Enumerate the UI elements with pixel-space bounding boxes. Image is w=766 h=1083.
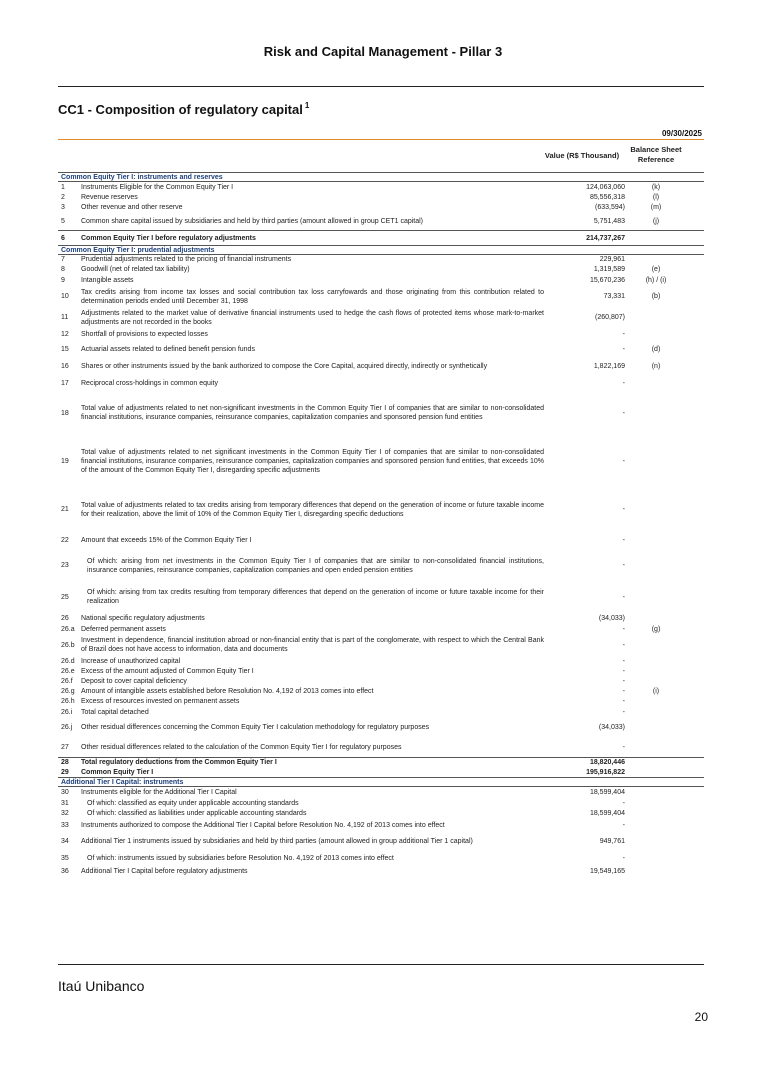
row-number: 26.b (61, 641, 75, 649)
row-value: 1,319,589 (593, 265, 625, 273)
row-description: Intangible assets (81, 276, 134, 284)
row-value: 85,556,318 (589, 193, 625, 201)
table-row (58, 624, 704, 634)
row-description: Adjustments related to the market value of derivative financial instruments used to hedge the cash flows of protected items whose mark-to-market adjustments are not recorded in the books (81, 309, 544, 326)
row-value: - (622, 821, 625, 829)
table-row (58, 686, 704, 696)
row-reference: (e) (651, 265, 661, 273)
row-description: Deferred permanent assets (81, 625, 166, 633)
table-row (58, 230, 704, 245)
footer-brand: Itaú Unibanco (58, 978, 145, 994)
row-value: 73,331 (603, 293, 625, 300)
row-description: Common share capital issued by subsidiaries and held by third parties (amount allowed in group CET1 capital) (81, 218, 424, 225)
table-top-rule (58, 139, 704, 140)
row-number: 7 (61, 256, 65, 263)
row-value: 18,820,446 (589, 759, 625, 766)
row-reference: (b) (651, 293, 661, 300)
row-description: Other revenue and other reserve (81, 204, 183, 211)
row-value: (34,033) (598, 615, 625, 622)
row-value: 5,751,483 (593, 218, 625, 225)
row-number: 9 (61, 276, 65, 284)
row-value: 15,670,236 (589, 276, 625, 284)
table-row (58, 358, 704, 375)
table-row (58, 488, 704, 531)
table-row (58, 757, 704, 767)
column-header-reference: Balance Sheet Reference (630, 145, 682, 164)
row-reference: (d) (651, 346, 661, 353)
row-number: 26.j (61, 724, 73, 731)
row-value: 195,916,822 (586, 768, 625, 776)
row-description: Common Equity Tier I before regulatory adjustments (81, 234, 256, 242)
row-number: 26.d (61, 657, 75, 665)
row-number: 15 (61, 346, 69, 353)
row-description: Total value of adjustments related to net significant investments in the Common Equity Tier I of companies that are similar to non-consolidated financial institutions, insurance companies, reinsurance companies, capitalization companies and sponsored pension fund entities, that exceeds 10% of the amount of the Common Equity Tier I, disregarding specific adjustments (81, 448, 544, 474)
row-description: Common Equity Tier I (81, 768, 154, 776)
row-value: (260,807) (595, 314, 625, 321)
row-reference: (j) (652, 218, 660, 225)
row-description: Amount of intangible assets established before Resolution No. 4,192 of 2013 comes into effect (81, 687, 374, 695)
row-number: 1 (61, 183, 65, 191)
row-number: 5 (61, 218, 65, 225)
row-value: 18,599,404 (589, 810, 625, 817)
row-description: Of which: instruments issued by subsidiaries before Resolution No. 4,192 of 2013 comes into effect (87, 855, 394, 862)
table-group-header: Common Equity Tier I: instruments and reserves (58, 172, 704, 182)
row-value: - (622, 799, 625, 807)
row-value: - (622, 855, 625, 862)
row-number: 28 (61, 759, 69, 766)
table-row (58, 819, 704, 831)
table-row (58, 307, 704, 328)
row-number: 33 (61, 821, 69, 829)
row-number: 18 (61, 409, 69, 417)
table-row (58, 787, 704, 798)
row-reference: (i) (652, 687, 660, 695)
row-value: - (622, 708, 625, 716)
row-description: Of which: arising from net investments in the Common Equity Tier I of companies that are similar to non-consolidated financial institutions, insurance companies, reinsurance companies, capitalization companies and open ended pension entities (87, 557, 544, 574)
table-row (58, 581, 704, 613)
table-row (58, 666, 704, 676)
table-row (58, 202, 704, 213)
row-description: Additional Tier 1 instruments issued by subsidiaries and held by third parties (amount allowed in group additional Tier 1 capital) (81, 837, 473, 845)
row-value: - (622, 744, 625, 751)
row-description: Other residual differences concerning the Common Equity Tier I calculation methodology for regulatory purposes (81, 724, 430, 731)
column-header-value: Value (R$ Thousand) (544, 151, 620, 160)
row-value: - (622, 380, 625, 387)
row-value: - (622, 677, 625, 685)
row-value: - (622, 346, 625, 353)
row-description: Revenue reserves (81, 193, 138, 201)
row-number: 26.f (61, 677, 73, 685)
row-description: National specific regulatory adjustments (81, 615, 205, 622)
row-description: Goodwill (net of related tax liability) (81, 265, 190, 273)
reference-date: 09/30/2025 (661, 129, 702, 138)
row-number: 3 (61, 204, 65, 211)
row-value: - (622, 687, 625, 695)
row-number: 23 (61, 562, 69, 569)
row-description: Total value of adjustments related to tax credits arising from temporary differences that depend on the generation of income or future taxable income for their realization, above the limit of 10% of the Common Equity Tier I, disregarding specific deductions (81, 501, 544, 518)
row-description: Instruments Eligible for the Common Equity Tier I (81, 183, 234, 191)
table-row (58, 767, 704, 777)
row-description: Deposit to cover capital deficiency (81, 677, 187, 685)
table-row (58, 676, 704, 686)
page-header-title: Risk and Capital Management - Pillar 3 (263, 44, 503, 59)
row-number: 2 (61, 193, 65, 201)
row-number: 32 (61, 810, 69, 817)
row-description: Amount that exceeds 15% of the Common Equity Tier I (81, 537, 252, 544)
row-number: 16 (61, 363, 69, 370)
table-row (58, 264, 704, 274)
table-group-header: Additional Tier I Capital: instruments (58, 777, 704, 787)
row-description: Total capital detached (81, 708, 149, 716)
row-number: 31 (61, 799, 69, 807)
row-reference: (g) (651, 625, 661, 633)
row-description: Actuarial assets related to defined benefit pension funds (81, 346, 255, 353)
table-row (58, 255, 704, 264)
row-description: Total regulatory deductions from the Common Equity Tier I (81, 759, 277, 766)
row-description: Tax credits arising from income tax losses and social contribution tax loss carryfowards and those originating from this contribution related to determination periods ended until December 31, 1998 (81, 288, 544, 305)
row-description: Prudential adjustments related to the pricing of financial instruments (81, 256, 292, 263)
table-row (58, 182, 704, 192)
row-description: Of which: classified as equity under applicable accounting standards (87, 799, 299, 807)
row-description: Additional Tier I Capital before regulatory adjustments (81, 868, 248, 875)
row-number: 29 (61, 768, 69, 776)
row-number: 8 (61, 265, 65, 273)
row-description: Of which: classified as liabilities under applicable accounting standards (87, 810, 307, 817)
row-value: - (622, 641, 625, 649)
row-description: Instruments eligible for the Additional Tier I Capital (81, 789, 237, 796)
row-value: 949,761 (599, 837, 625, 845)
row-reference: (m) (650, 204, 662, 211)
row-description: Increase of unauthorized capital (81, 657, 181, 665)
table-row (58, 798, 704, 808)
row-number: 19 (61, 457, 69, 465)
row-value: - (622, 562, 625, 569)
row-value: (633,594) (595, 204, 625, 211)
row-value: - (622, 657, 625, 665)
row-value: 19,549,165 (589, 868, 625, 875)
table-row (58, 392, 704, 434)
header-divider (58, 86, 704, 87)
table-row (58, 213, 704, 230)
row-value: - (622, 409, 625, 417)
table-row (58, 831, 704, 851)
table-row (58, 866, 704, 877)
row-description: Other residual differences related to the calculation of the Common Equity Tier I for regulatory purposes (81, 744, 402, 751)
row-number: 21 (61, 506, 69, 513)
footnote-marker: 1 (304, 101, 310, 110)
row-number: 12 (61, 331, 69, 338)
row-description: Shares or other instruments issued by the bank authorized to compose the Core Capital, acquired directly, indirectly or synthetically (81, 363, 488, 370)
table-group-header: Common Equity Tier I: prudential adjustments (58, 245, 704, 255)
row-description: Excess of the amount adjusted of Common Equity Tier I (81, 667, 254, 675)
table-row (58, 286, 704, 307)
row-number: 26 (61, 615, 69, 622)
row-number: 35 (61, 855, 69, 862)
page-number: 20 (694, 1010, 708, 1024)
row-number: 34 (61, 837, 69, 845)
row-description: Total value of adjustments related to net non-significant investments in the Common Equity Tier I of companies that are similar to non-consolidated financial institutions, insurance companies, reinsurance companies, capitalization companies and sponsored pension fund entities (81, 405, 544, 421)
row-reference: (h) / (i) (645, 276, 667, 284)
row-number: 17 (61, 380, 69, 387)
row-number: 30 (61, 789, 69, 796)
row-reference: (n) (651, 363, 661, 370)
row-description: Shortfall of provisions to expected losses (81, 331, 208, 338)
row-description: Of which: arising from tax credits resulting from temporary differences that depend on the generation of income or future taxable income for their realization (87, 589, 544, 605)
table-row (58, 192, 704, 202)
table-row (58, 550, 704, 581)
table-row (58, 434, 704, 488)
table-row (58, 375, 704, 392)
row-value: (34,033) (598, 724, 625, 731)
row-value: - (622, 537, 625, 544)
table-row (58, 328, 704, 341)
row-value: - (622, 331, 625, 338)
table-row (58, 613, 704, 624)
table-row (58, 341, 704, 358)
row-value: - (622, 457, 625, 465)
row-description: Instruments authorized to compose the Additional Tier I Capital before Resolution No. 4,192 of 2013 comes into effect (81, 821, 445, 829)
table-row (58, 707, 704, 717)
row-value: 214,737,267 (586, 234, 625, 242)
row-value: - (622, 667, 625, 675)
row-number: 10 (61, 293, 69, 300)
row-value: 229,961 (599, 256, 625, 263)
row-number: 27 (61, 744, 69, 751)
row-value: - (622, 698, 625, 705)
row-value: 124,063,060 (586, 183, 625, 191)
row-number: 26.e (61, 667, 75, 675)
row-description: Excess of resources invested on permanent assets (81, 698, 240, 705)
table-row (58, 531, 704, 550)
table-row (58, 738, 704, 757)
section-title: CC1 - Composition of regulatory capital $^1$ (58, 101, 310, 117)
table-row (58, 717, 704, 738)
row-reference: (l) (652, 193, 660, 201)
row-number: 6 (61, 234, 65, 242)
table-row (58, 696, 704, 707)
footer-divider (58, 964, 704, 965)
row-description: Investment in dependence, financial institution abroad or non-financial entity that is part of the conglomerate, with respect to which the Central Bank of Brazil does not have access to information, data and documents (81, 637, 544, 653)
row-description: Reciprocal cross-holdings in common equity (81, 380, 218, 387)
row-number: 26.h (61, 698, 75, 705)
row-value: - (622, 506, 625, 513)
row-number: 26.a (61, 625, 75, 633)
row-number: 36 (61, 868, 69, 875)
table-row (58, 634, 704, 656)
row-number: 22 (61, 537, 69, 544)
table-row (58, 851, 704, 866)
row-value: - (622, 593, 625, 601)
row-number: 26.g (61, 687, 75, 695)
table-row (58, 656, 704, 666)
table-row (58, 274, 704, 286)
row-value: - (622, 625, 625, 633)
row-number: 25 (61, 593, 69, 601)
row-reference: (k) (651, 183, 661, 191)
row-value: 18,599,404 (589, 789, 625, 796)
table-row (58, 808, 704, 819)
row-number: 11 (61, 314, 69, 321)
row-number: 26.i (61, 708, 73, 716)
row-value: 1,822,169 (593, 363, 625, 370)
capital-composition-table (58, 172, 704, 877)
